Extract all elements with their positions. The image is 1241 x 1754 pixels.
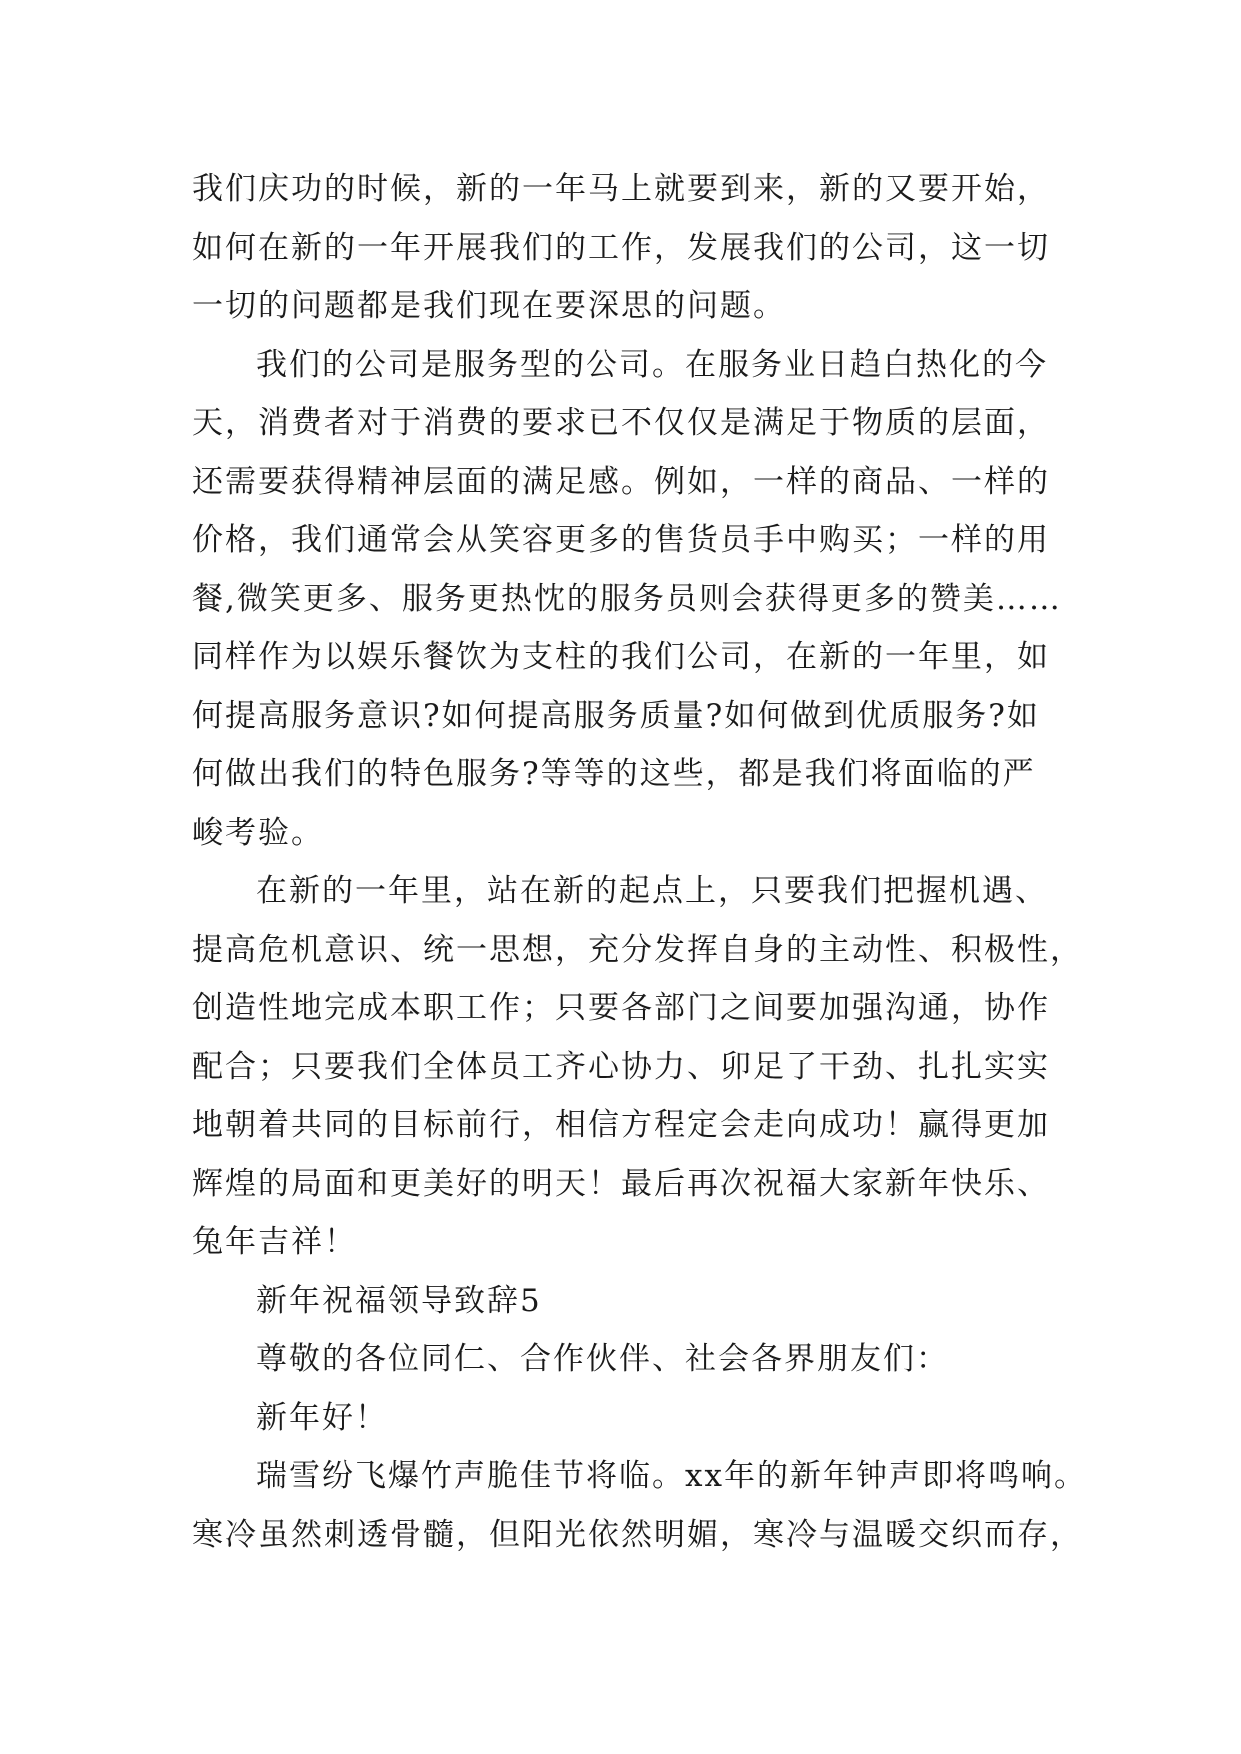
text-line: 瑞雪纷飞爆竹声脆佳节将临。xx年的新年钟声即将鸣响。 bbox=[256, 1458, 1087, 1494]
greeting: 新年好！ bbox=[256, 1399, 388, 1436]
text-line: 地朝着共同的目标前行，相信方程定会走向成功！赢得更加 bbox=[192, 1107, 1050, 1143]
text-line: 在新的一年里，站在新的起点上，只要我们把握机遇、 bbox=[256, 873, 1048, 909]
text-line: 还需要获得精神层面的满足感。例如，一样的商品、一样的 bbox=[192, 463, 1050, 500]
salutation: 尊敬的各位同仁、合作伙伴、社会各界朋友们： bbox=[256, 1341, 949, 1377]
text-line: 提高危机意识、统一思想，充分发挥自身的主动性、积极性， bbox=[192, 931, 1083, 968]
text-line: 创造性地完成本职工作；只要各部门之间要加强沟通，协作 bbox=[192, 990, 1050, 1026]
text-line: 配合；只要我们全体员工齐心协力、卯足了干劲、扎扎实实 bbox=[192, 1048, 1050, 1085]
text-line: 餐,微笑更多、服务更热忱的服务员则会获得更多的赞美…… bbox=[192, 580, 1062, 617]
document-body bbox=[192, 160, 1087, 1564]
text-line: 峻考验。 bbox=[192, 814, 324, 851]
text-line: 我们的公司是服务型的公司。在服务业日趋白热化的今 bbox=[256, 346, 1048, 383]
text-line: 何提高服务意识?如何提高服务质量?如何做到优质服务?如 bbox=[192, 697, 1040, 734]
text-line: 一切的问题都是我们现在要深思的问题。 bbox=[192, 288, 786, 324]
section-heading: 新年祝福领导致辞5 bbox=[256, 1282, 542, 1319]
text-line: 兔年吉祥！ bbox=[192, 1224, 357, 1260]
text-line: 价格，我们通常会从笑容更多的售货员手中购买；一样的用 bbox=[192, 522, 1050, 558]
text-line: 如何在新的一年开展我们的工作，发展我们的公司，这一切 bbox=[192, 229, 1050, 266]
text-line: 辉煌的局面和更美好的明天！最后再次祝福大家新年快乐、 bbox=[192, 1165, 1050, 1202]
text-line: 同样作为以娱乐餐饮为支柱的我们公司，在新的一年里，如 bbox=[192, 639, 1050, 675]
text-line: 何做出我们的特色服务?等等的这些，都是我们将面临的严 bbox=[192, 756, 1036, 792]
text-line: 天，消费者对于消费的要求已不仅仅是满足于物质的层面， bbox=[192, 405, 1050, 441]
text-line: 我们庆功的时候，新的一年马上就要到来，新的又要开始， bbox=[192, 171, 1050, 207]
text-line: 寒冷虽然刺透骨髓，但阳光依然明媚，寒冷与温暖交织而存， bbox=[192, 1516, 1083, 1553]
